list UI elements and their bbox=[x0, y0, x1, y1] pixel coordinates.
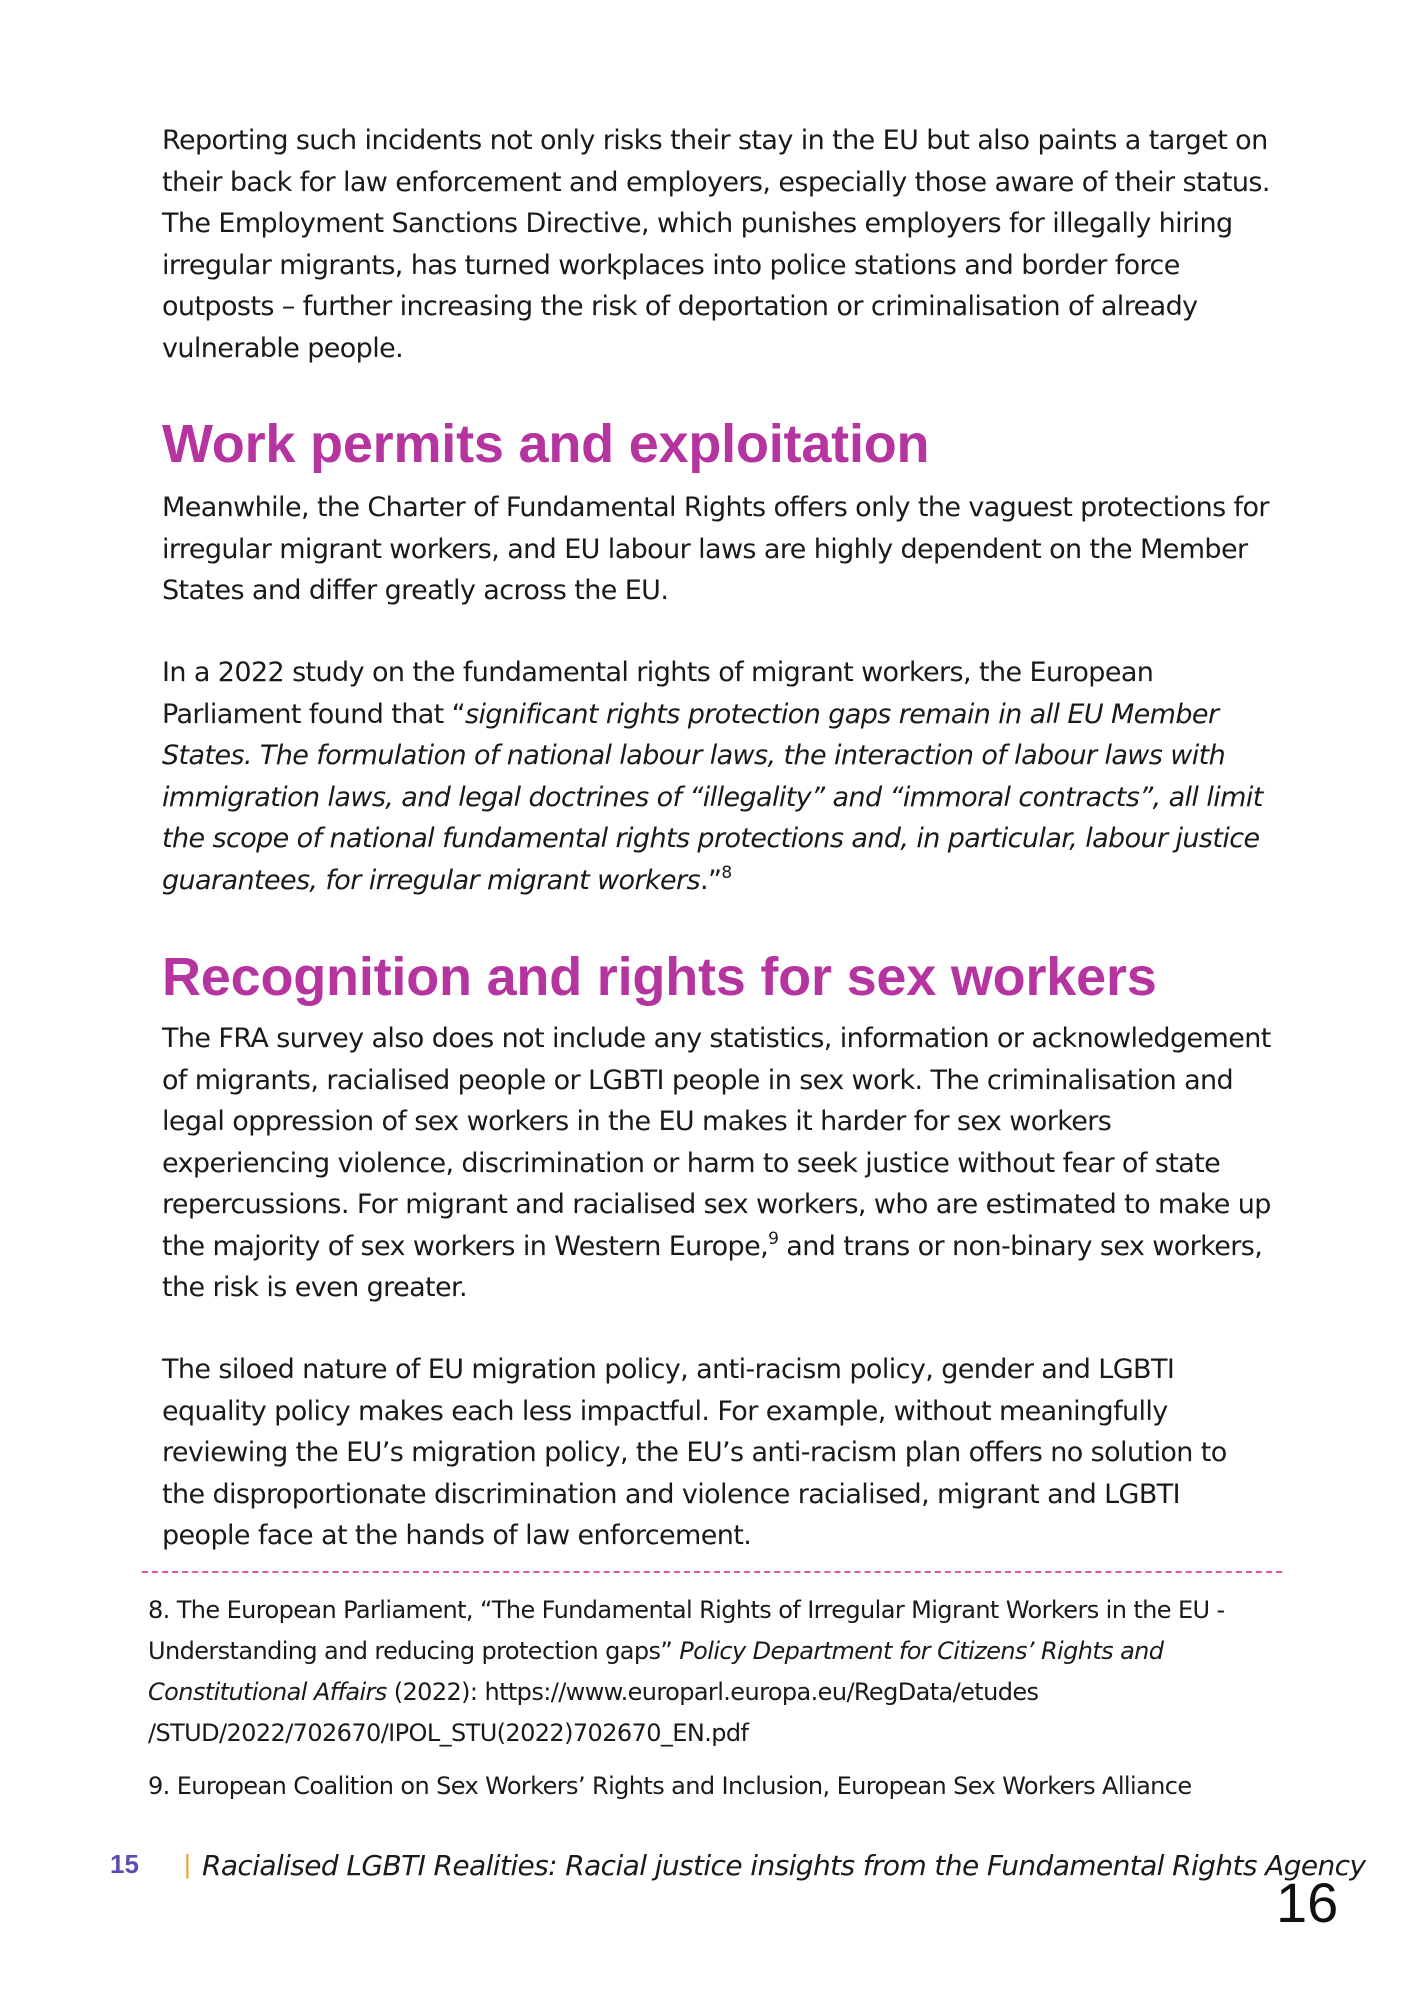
footnote-8-publisher: Policy Department for Citizens’ Rights and Constitutional Affairs bbox=[148, 1637, 1164, 1706]
footnote-8-link[interactable]: https://www.europarl.europa.eu/RegData/etudes bbox=[484, 1678, 1039, 1706]
footnote-divider bbox=[142, 1571, 1282, 1573]
paragraph-work-2-lead: In a 2022 study on the fundamental rights of migrant workers, the European Parliament found that “ bbox=[162, 657, 1154, 730]
footnote-9: 9. European Coalition on Sex Workers’ Rights and Inclusion, European Sex Workers Alliance bbox=[148, 1772, 1192, 1800]
footer-title: Racialised LGBTI Realities: Racial justice insights from the Fundamental Rights Agency bbox=[202, 1849, 1366, 1882]
paragraph-sex-1 bbox=[162, 1018, 1272, 1309]
page-number-right: 16 bbox=[1276, 1871, 1339, 1934]
heading-work-permits: Work permits and exploitation bbox=[162, 414, 930, 474]
parliament-quote: significant rights protection gaps remain in all EU Member States. The formulation of national labour laws, the interaction of labour laws with immigration laws, and legal doctrines of “illegality” and “immoral contracts”, all limit the scope of national fundamental rights protections and, in particular, labour justice guarantees, for irregular migrant workers bbox=[162, 698, 1263, 896]
footnote-ref-9[interactable]: 9 bbox=[768, 1228, 779, 1249]
page-footer bbox=[0, 1849, 1414, 1889]
paragraph-work-2-tail: .” bbox=[699, 864, 722, 896]
footnote-8-link-cont[interactable]: /STUD/2022/702670/IPOL_STU(2022)702670_EN.pdf bbox=[148, 1719, 749, 1747]
heading-sex-workers: Recognition and rights for sex workers bbox=[162, 947, 1157, 1007]
footnote-8-lead: 8. The European Parliament, “The Fundamental Rights of Irregular Migrant Workers in the EU - Understanding and reducing protection gaps” bbox=[148, 1596, 1225, 1665]
footnote-8-year: (2022): bbox=[386, 1678, 485, 1706]
paragraph-sex-2: The siloed nature of EU migration policy, anti-racism policy, gender and LGBTI equality policy makes each less impactful. For example, without meaningfully reviewing the EU’s migration policy, the EU’s anti-racism plan offers no solution to the disproportionate discrimination and violence racialised, migrant and LGBTI people face at the hands of law enforcement. bbox=[162, 1354, 1227, 1551]
paragraph-sex-1-tail: and trans or non-binary sex workers, the risk is even greater. bbox=[162, 1230, 1263, 1303]
paragraph-sex-1-lead: The FRA survey also does not include any statistics, information or acknowledgement of migrants, racialised people or LGBTI people in sex work. The criminalisation and legal oppression of sex workers in the EU makes it harder for sex workers experiencing violence, discrimination or harm to seek justice without fear of state repercussions. For migrant and racialised sex workers, who are estimated to make up the majority of sex workers in Western Europe, bbox=[162, 1023, 1271, 1262]
paragraph-work-1: Meanwhile, the Charter of Fundamental Rights offers only the vaguest protections for irregular migrant workers, and EU labour laws are highly dependent on the Member States and differ greatly across the EU. bbox=[162, 492, 1269, 606]
footer-separator: | bbox=[184, 1849, 191, 1879]
footnote-8 bbox=[148, 1590, 1288, 1754]
footnote-ref-8[interactable]: 8 bbox=[721, 862, 732, 883]
page-number-left: 15 bbox=[110, 1849, 139, 1879]
paragraph-work-2 bbox=[162, 652, 1272, 901]
paragraph-intro: Reporting such incidents not only risks their stay in the EU but also paints a target on their back for law enforcement and employers, especially those aware of their status. The Employment Sanctions Directive, which punishes employers for illegally hiring irregular migrants, has turned workplaces into police stations and border force outposts – further increasing the risk of deportation or criminalisation of already vulnerable people. bbox=[162, 125, 1270, 364]
